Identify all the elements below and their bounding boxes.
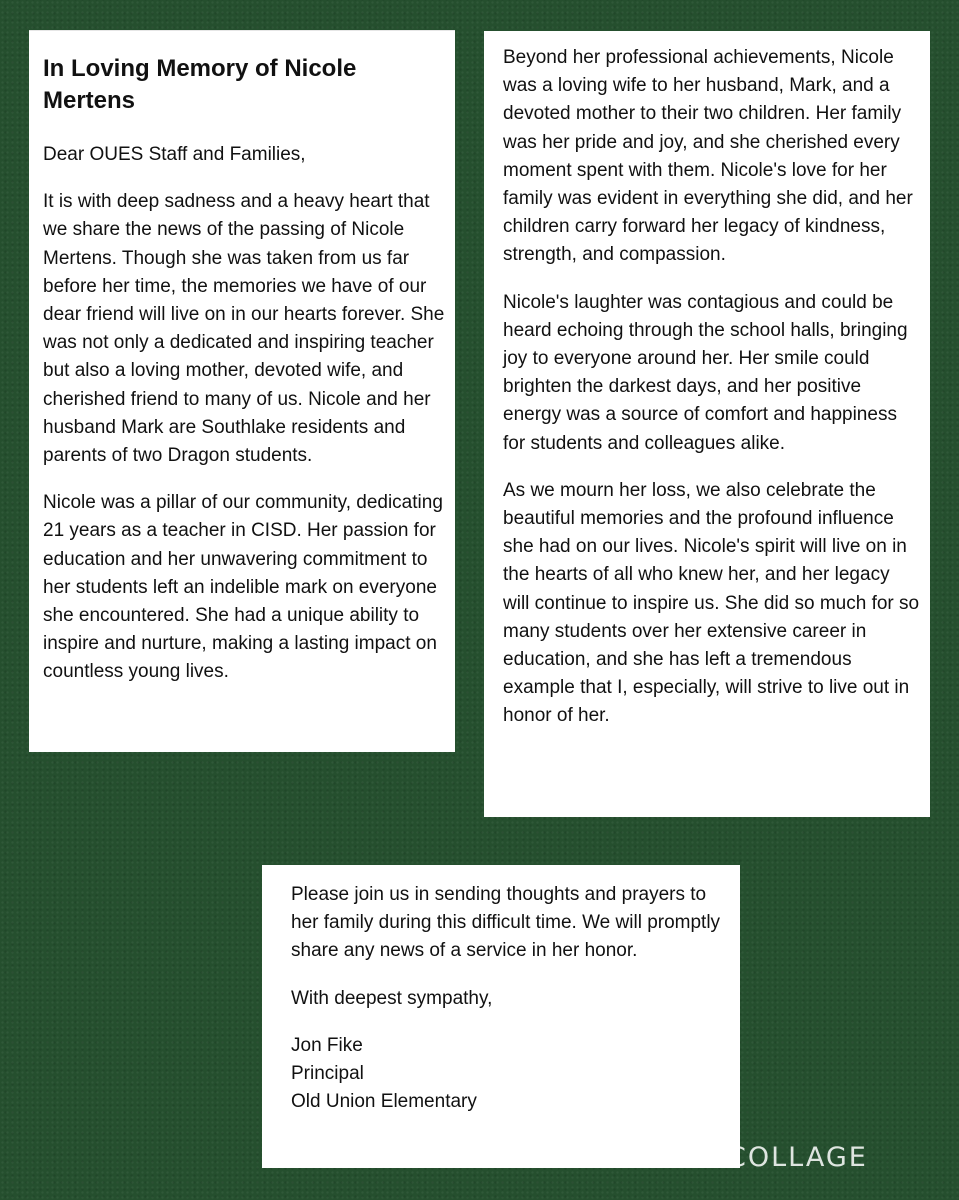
paragraph-family: Beyond her professional achievements, Nicole was a loving wife to her husband, Mark, and a devoted mother to their two children. Her family was her pride and joy, and she cherished every moment spent with them. Nicole's love for her family was evident in everything she did, and her children carry forward her legacy of kindness, strength, and compassion. (503, 47, 913, 266)
paragraph-legacy: As we mourn her loss, we also celebrate the beautiful memories and the profound influence she had on our lives. Nicole's spirit will live on in the hearts of all who knew her, and her legacy will continue to inspire us. She did so much for so many students over her extensive career in education, and she has left a tremendous example that I, especially, will strive to live out in honor of her. (503, 479, 920, 727)
memorial-card-left (29, 30, 455, 752)
memorial-card-right (484, 31, 930, 817)
closing-line: With deepest sympathy, (291, 987, 493, 1009)
signature-role: Principal (291, 1063, 364, 1085)
signature-school: Old Union Elementary (291, 1091, 477, 1113)
piccollage-watermark: PIC•COLLAGE (660, 1142, 868, 1173)
salutation: Dear OUES Staff and Families, (43, 144, 306, 165)
paragraph-prayers: Please join us in sending thoughts and prayers to her family during this difficult time. We will promptly share any news of a service in her honor. (291, 884, 721, 962)
memorial-card-closing (262, 865, 740, 1168)
paragraph-passing-news: It is with deep sadness and a heavy heart that we share the news of the passing of Nicole Mertens. Though she was taken from us far before her time, the memories we have of our dear friend will live on in our hearts forever. She was not only a dedicated and inspiring teacher but also a loving mother, devoted wife, and cherished friend to many of us. Nicole and her husband Mark are Southlake residents and parents of two Dragon students. (43, 191, 445, 467)
signature-name: Jon Fike (291, 1034, 363, 1056)
paragraph-laughter: Nicole's laughter was contagious and could be heard echoing through the school halls, bringing joy to everyone around her. Her smile could brighten the darkest days, and her positive energy was a source of comfort and happiness for students and colleagues alike. (503, 291, 908, 454)
signature-block (291, 1032, 730, 1117)
memorial-title: In Loving Memory of Nicole Mertens (43, 55, 357, 114)
paragraph-community: Nicole was a pillar of our community, dedicating 21 years as a teacher in CISD. Her passion for education and her unwavering commitment to her students left an indelible mark on everyone she encountered. She had a unique ability to inspire and nurture, making a lasting impact on countless young lives. (43, 492, 443, 683)
